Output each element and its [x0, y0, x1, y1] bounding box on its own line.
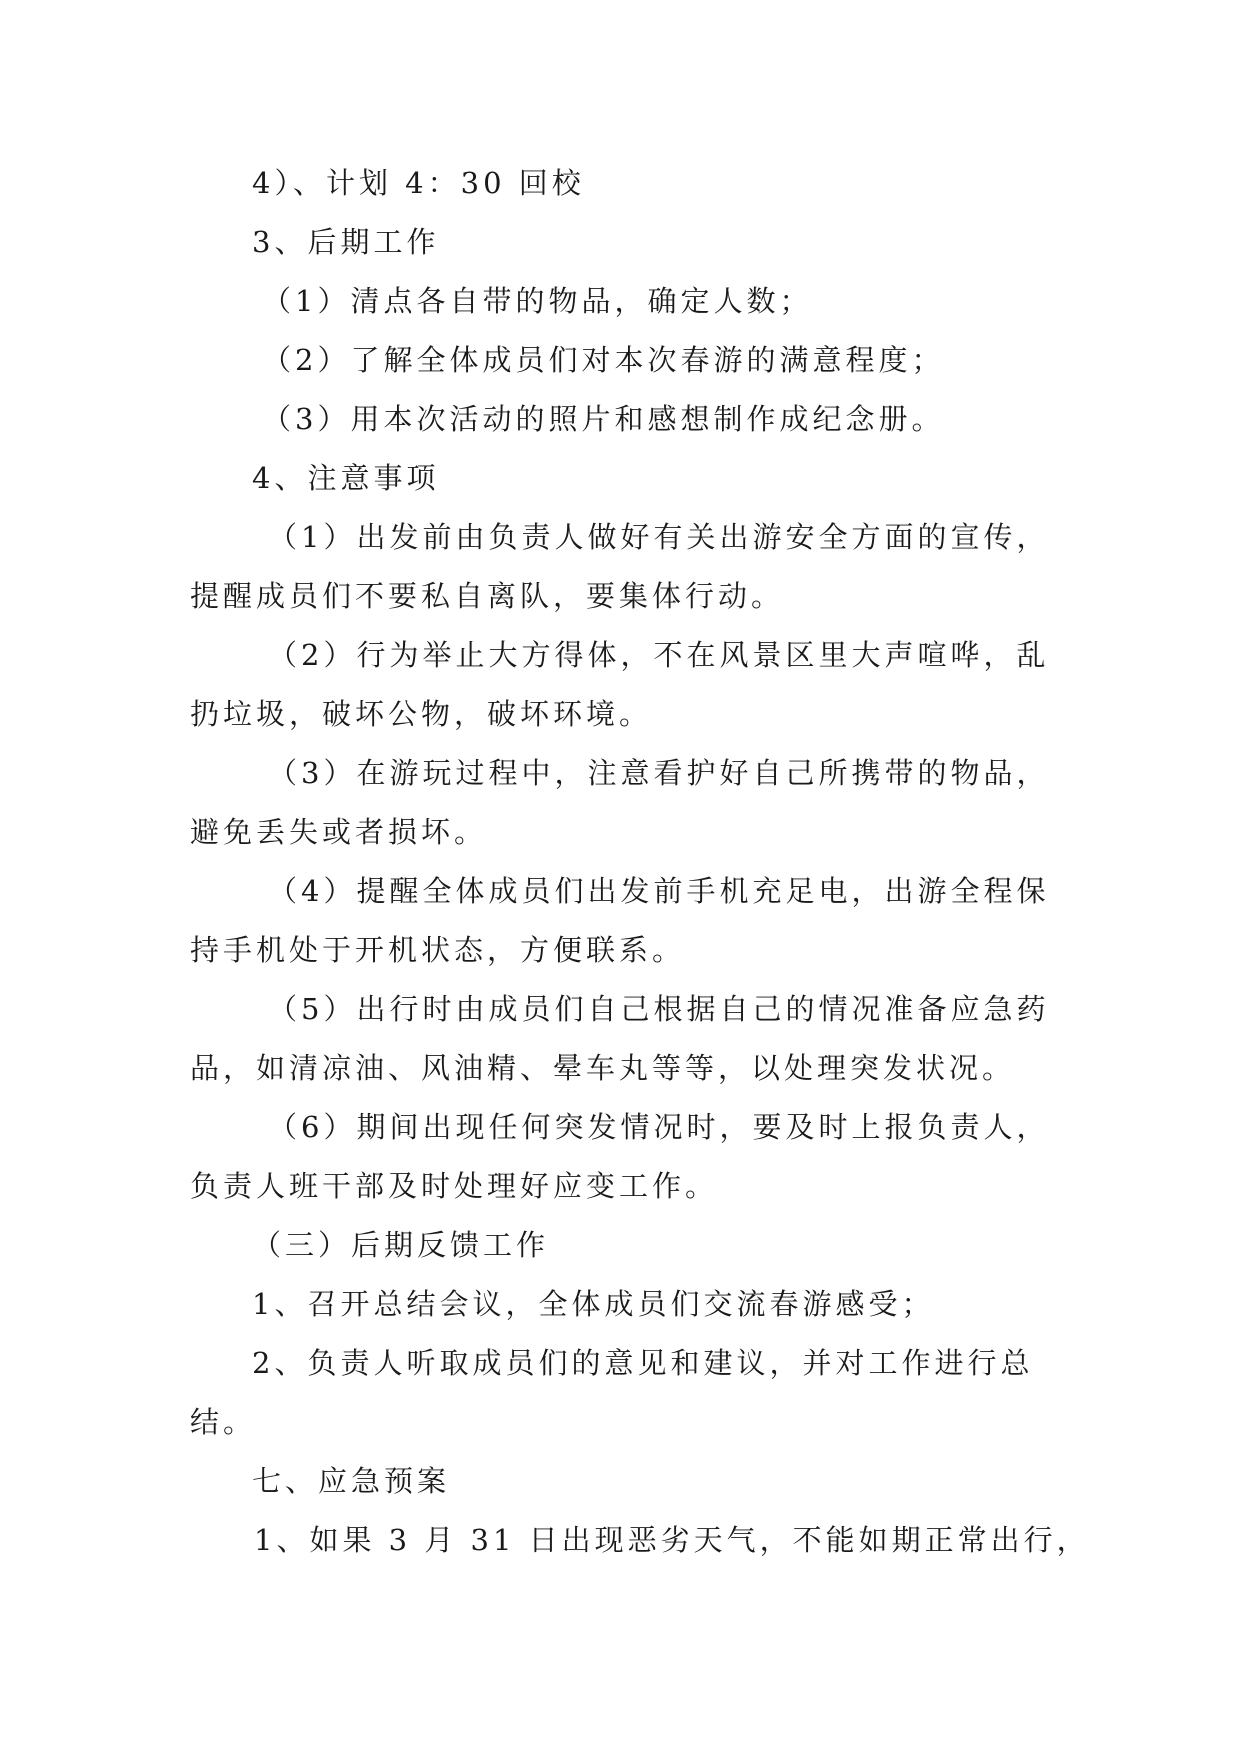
note-1-line-2: 提醒成员们不要私自离队，要集体行动。	[190, 579, 785, 613]
feedback-item-2-line-2: 结。	[190, 1405, 257, 1439]
list-item-satisfaction: （2）了解全体成员们对本次春游的满意程度；	[262, 343, 945, 377]
section-heading-later-work: 3、后期工作	[252, 225, 440, 259]
section-heading-notes: 4、注意事项	[252, 461, 440, 495]
note-4-line-2: 持手机处于开机状态，方便联系。	[190, 933, 686, 967]
note-5-line-1: （5）出行时由成员们自己根据自己的情况准备应急药	[268, 992, 1050, 1026]
feedback-item-2-line-1: 2、负责人听取成员们的意见和建议，并对工作进行总	[252, 1346, 1034, 1380]
note-2-line-2: 扔垃圾，破坏公物，破坏环境。	[190, 697, 653, 731]
note-6-line-1: （6）期间出现任何突发情况时，要及时上报负责人，	[268, 1110, 1050, 1144]
note-3-line-2: 避免丢失或者损坏。	[190, 815, 488, 849]
section-heading-emergency-plan: 七、应急预案	[252, 1464, 451, 1498]
list-item-check-belongings: （1）清点各自带的物品，确定人数；	[262, 284, 813, 318]
list-item-memorial-album: （3）用本次活动的照片和感想制作成纪念册。	[262, 402, 945, 436]
note-1-line-1: （1）出发前由负责人做好有关出游安全方面的宣传，	[268, 520, 1050, 554]
emergency-item-1-line-1: 1、如果 3 月 31 日出现恶劣天气，不能如期正常出行，	[254, 1523, 1090, 1557]
note-2-line-1: （2）行为举止大方得体，不在风景区里大声喧哗，乱	[268, 638, 1050, 672]
note-6-line-2: 负责人班干部及时处理好应变工作。	[190, 1169, 719, 1203]
note-4-line-1: （4）提醒全体成员们出发前手机充足电，出游全程保	[268, 874, 1050, 908]
text-line-return-time: 4）、计划 4：30 回校	[252, 166, 585, 200]
document-body	[190, 154, 1090, 1570]
note-5-line-2: 品，如清凉油、风油精、晕车丸等等，以处理突发状况。	[190, 1051, 1016, 1085]
note-3-line-1: （3）在游玩过程中，注意看护好自己所携带的物品，	[268, 756, 1050, 790]
section-heading-feedback: （三）后期反馈工作	[252, 1228, 550, 1262]
feedback-item-1: 1、召开总结会议，全体成员们交流春游感受；	[252, 1287, 935, 1321]
